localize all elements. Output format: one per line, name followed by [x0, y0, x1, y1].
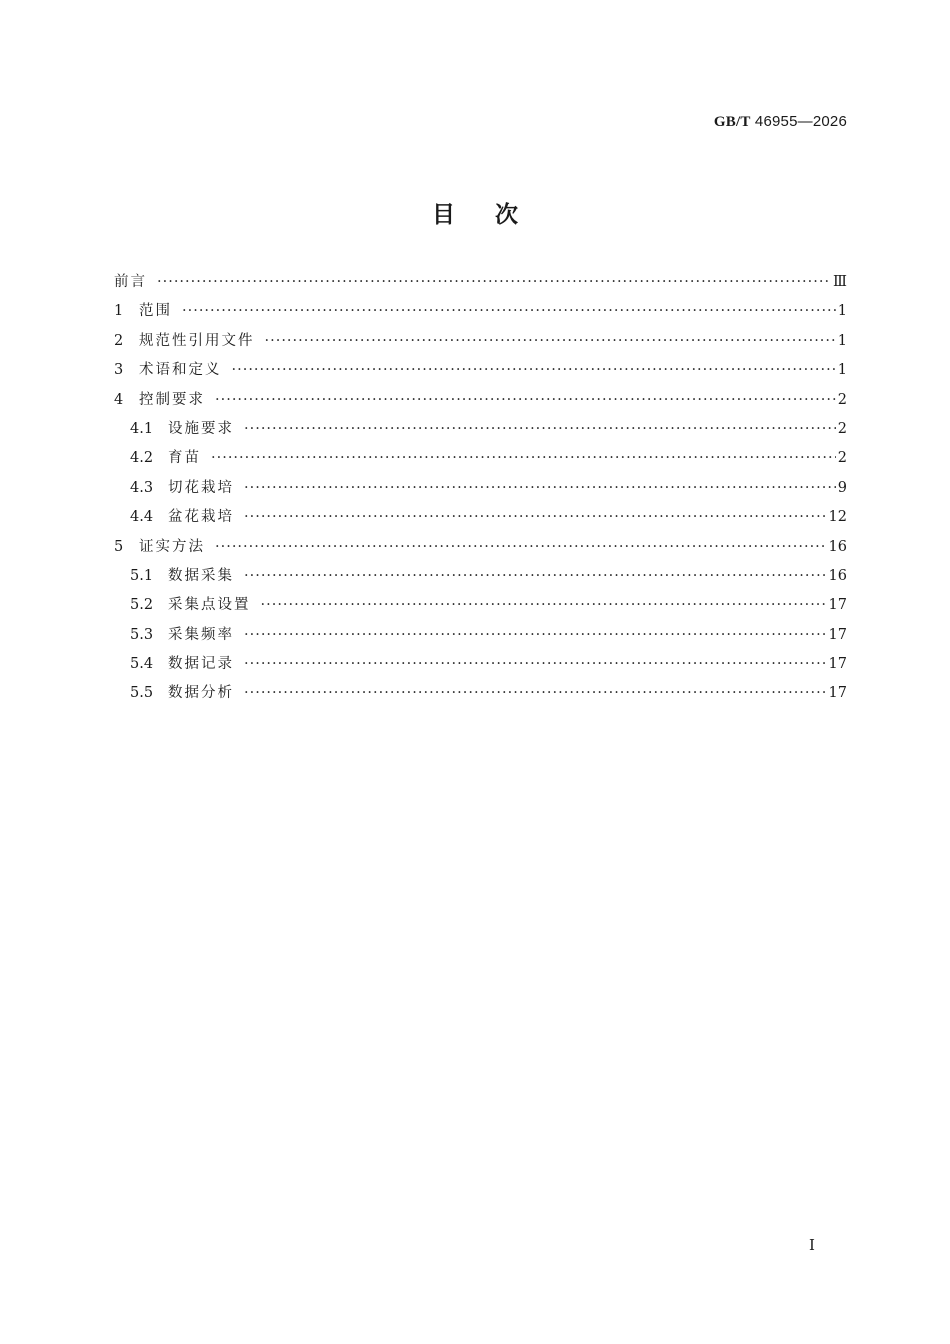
toc-dot-leader: [244, 415, 836, 444]
toc-dot-leader: [265, 327, 836, 356]
toc-entry-title: 术语和定义: [139, 362, 222, 379]
toc-entry-number: 2: [114, 332, 124, 349]
toc-entry-title: 控制要求: [139, 391, 205, 408]
toc-entry-page: 17: [828, 656, 847, 673]
standard-number: [714, 113, 847, 131]
toc-entry-page: 2: [837, 391, 847, 408]
toc-entry-title: 盆花栽培: [168, 509, 234, 526]
toc-dot-leader: [244, 503, 827, 532]
toc-entry[interactable]: [114, 415, 847, 444]
toc-entry-title: 数据分析: [168, 685, 234, 702]
toc-entry-title: 数据采集: [168, 567, 234, 584]
toc-entry[interactable]: [114, 327, 847, 356]
toc-dot-leader: [261, 591, 827, 620]
toc-entry-title: 前言: [114, 274, 147, 290]
toc-entry[interactable]: [114, 679, 847, 708]
toc-entry-number: 5.1: [130, 567, 154, 584]
toc-entry-number: 5.2: [130, 597, 154, 614]
toc-entry-title: 设施要求: [168, 420, 234, 437]
toc-entry-page: 1: [837, 332, 847, 349]
toc-dot-leader: [244, 679, 827, 708]
page-number: I: [809, 1236, 815, 1254]
toc-entry[interactable]: [114, 356, 847, 385]
toc-entry-number: 4.4: [130, 509, 154, 526]
toc-entry-page: 17: [828, 597, 847, 614]
toc-entry-title: 育苗: [168, 450, 201, 467]
toc-dot-leader: [157, 268, 831, 297]
toc-entry-page: 17: [828, 685, 847, 702]
toc-dot-leader: [244, 562, 827, 591]
toc-entry-title: 范围: [139, 303, 172, 320]
table-of-contents: [114, 268, 847, 709]
toc-entry-number: 4.2: [130, 450, 154, 467]
toc-entry-number: 5.4: [130, 656, 154, 673]
toc-entry[interactable]: [114, 386, 847, 415]
toc-entry-number: 4.1: [130, 420, 154, 437]
toc-entry-number: 1: [114, 303, 124, 320]
toc-dot-leader: [211, 444, 836, 473]
toc-entry-page: 9: [837, 479, 847, 496]
page-title: 目次: [432, 202, 558, 228]
toc-entry[interactable]: [114, 297, 847, 326]
toc-dot-leader: [215, 386, 836, 415]
toc-entry-number: 5.5: [130, 685, 154, 702]
toc-entry-page: 16: [828, 538, 847, 555]
toc-entry[interactable]: [114, 650, 847, 679]
toc-entry-number: 4.3: [130, 479, 154, 496]
toc-entry[interactable]: [114, 591, 847, 620]
toc-entry-number: 5: [114, 538, 124, 555]
toc-entry-page: 2: [837, 450, 847, 467]
toc-entry[interactable]: [114, 621, 847, 650]
toc-dot-leader: [232, 356, 836, 385]
toc-entry[interactable]: [114, 444, 847, 473]
toc-entry-title: 切花栽培: [168, 479, 234, 496]
toc-entry-page: 16: [828, 567, 847, 584]
toc-entry-page: 1: [837, 362, 847, 379]
toc-entry-page: Ⅲ: [833, 274, 847, 290]
toc-entry[interactable]: [114, 474, 847, 503]
toc-entry-title: 规范性引用文件: [139, 332, 255, 349]
toc-dot-leader: [244, 621, 827, 650]
toc-entry-page: 12: [828, 509, 847, 526]
toc-entry[interactable]: [114, 268, 847, 297]
toc-entry[interactable]: [114, 533, 847, 562]
toc-entry-number: 5.3: [130, 626, 154, 643]
toc-entry-page: 2: [837, 420, 847, 437]
toc-entry[interactable]: [114, 562, 847, 591]
toc-dot-leader: [244, 474, 836, 503]
toc-entry-number: 4: [114, 391, 124, 408]
standard-prefix: GB/T: [713, 114, 751, 130]
toc-dot-leader: [244, 650, 827, 679]
toc-entry-title: 采集频率: [168, 626, 234, 643]
toc-dot-leader: [182, 297, 836, 326]
toc-entry[interactable]: [114, 503, 847, 532]
toc-dot-leader: [215, 533, 827, 562]
toc-entry-title: 采集点设置: [168, 597, 251, 614]
toc-entry-page: 17: [828, 626, 847, 643]
toc-entry-title: 数据记录: [168, 656, 234, 673]
toc-entry-title: 证实方法: [139, 538, 205, 555]
toc-entry-page: 1: [837, 303, 847, 320]
toc-entry-number: 3: [114, 362, 124, 379]
standard-code: 46955—2026: [754, 113, 847, 130]
